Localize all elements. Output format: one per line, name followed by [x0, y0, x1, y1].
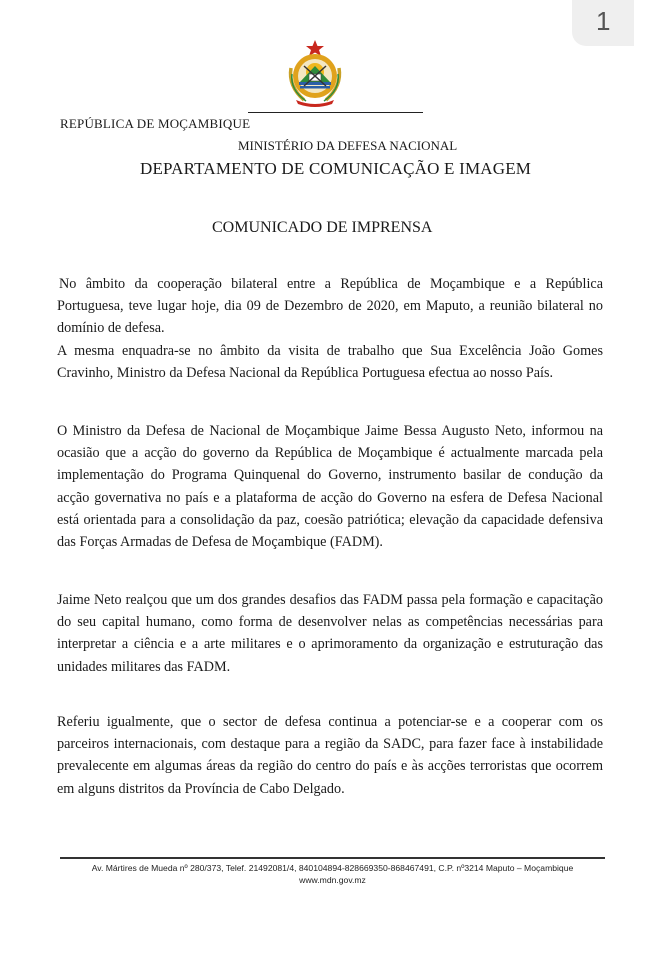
department-name: DEPARTAMENTO DE COMUNICAÇÃO E IMAGEM — [140, 159, 532, 178]
paragraph: Referiu igualmente, que o sector de defesa continua a potenciar-se e a cooperar com os parceiros internacionais, com destaque para a região da SADC, para fazer face à instabilidade prevalecente em algumas áreas da região do centro do país e às acções terroristas que ocorrem em alguns distritos da Província de Cabo Delgado. — [57, 714, 603, 797]
page-number-badge — [572, 0, 634, 46]
emblem-underline — [248, 112, 423, 113]
paragraph: O Ministro da Defesa de Nacional de Moçambique Jaime Bessa Augusto Neto, informou na ocasião que a acção do governo da República de Moçambique é actualmente marcada pela implementação do Programa Quinquenal do Governo, instrumento basilar de condução da acção governativa no país e a plataforma de acção do Governo na esfera de Defesa Nacional está orientada para a consolidação da paz, coesão patriótica; elevação da capacidade defensiva das Forças Armadas de Defesa de Moçambique (FADM). — [57, 423, 603, 551]
paragraph-group-3 — [57, 589, 603, 678]
mozambique-coat-of-arms-icon — [282, 38, 348, 108]
paragraph-group-2 — [57, 420, 603, 553]
footer-website[interactable]: www.mdn.gov.mz — [299, 875, 366, 885]
ministry-name: MINISTÉRIO DA DEFESA NACIONAL — [238, 138, 458, 153]
footer-divider — [60, 857, 605, 859]
footer — [60, 862, 605, 886]
republic-name: REPÚBLICA DE MOÇAMBIQUE — [60, 116, 251, 131]
paragraph: Jaime Neto realçou que um dos grandes desafios das FADM passa pela formação e capacitação do seu capital humano, como forma de desenvolver nelas as competências necessárias para interpretar a ciência e a arte militares e o aprimoramento da organização e estruturação das unidades militares das FADM. — [57, 592, 603, 675]
footer-address: Av. Mártires de Mueda nº 280/373, Telef. 21492081/4, 840104894-828669350-868467491, C.P. nº3214 Maputo – Moçambique — [91, 863, 574, 873]
paragraph: No âmbito da cooperação bilateral entre a República de Moçambique e a República Portuguesa, teve lugar hoje, dia 09 de Dezembro de 2020, em Maputo, a reunião bilateral no domínio de defesa. — [57, 276, 603, 337]
page-number: 1 — [596, 6, 611, 36]
document-title: COMUNICADO DE IMPRENSA — [212, 219, 433, 236]
paragraph-group-4 — [57, 711, 603, 800]
paragraph-group-1 — [57, 273, 603, 384]
paragraph: A mesma enquadra-se no âmbito da visita de trabalho que Sua Excelência João Gomes Cravinho, Ministro da Defesa Nacional da República Portuguesa efectua ao nosso País. — [57, 342, 603, 381]
